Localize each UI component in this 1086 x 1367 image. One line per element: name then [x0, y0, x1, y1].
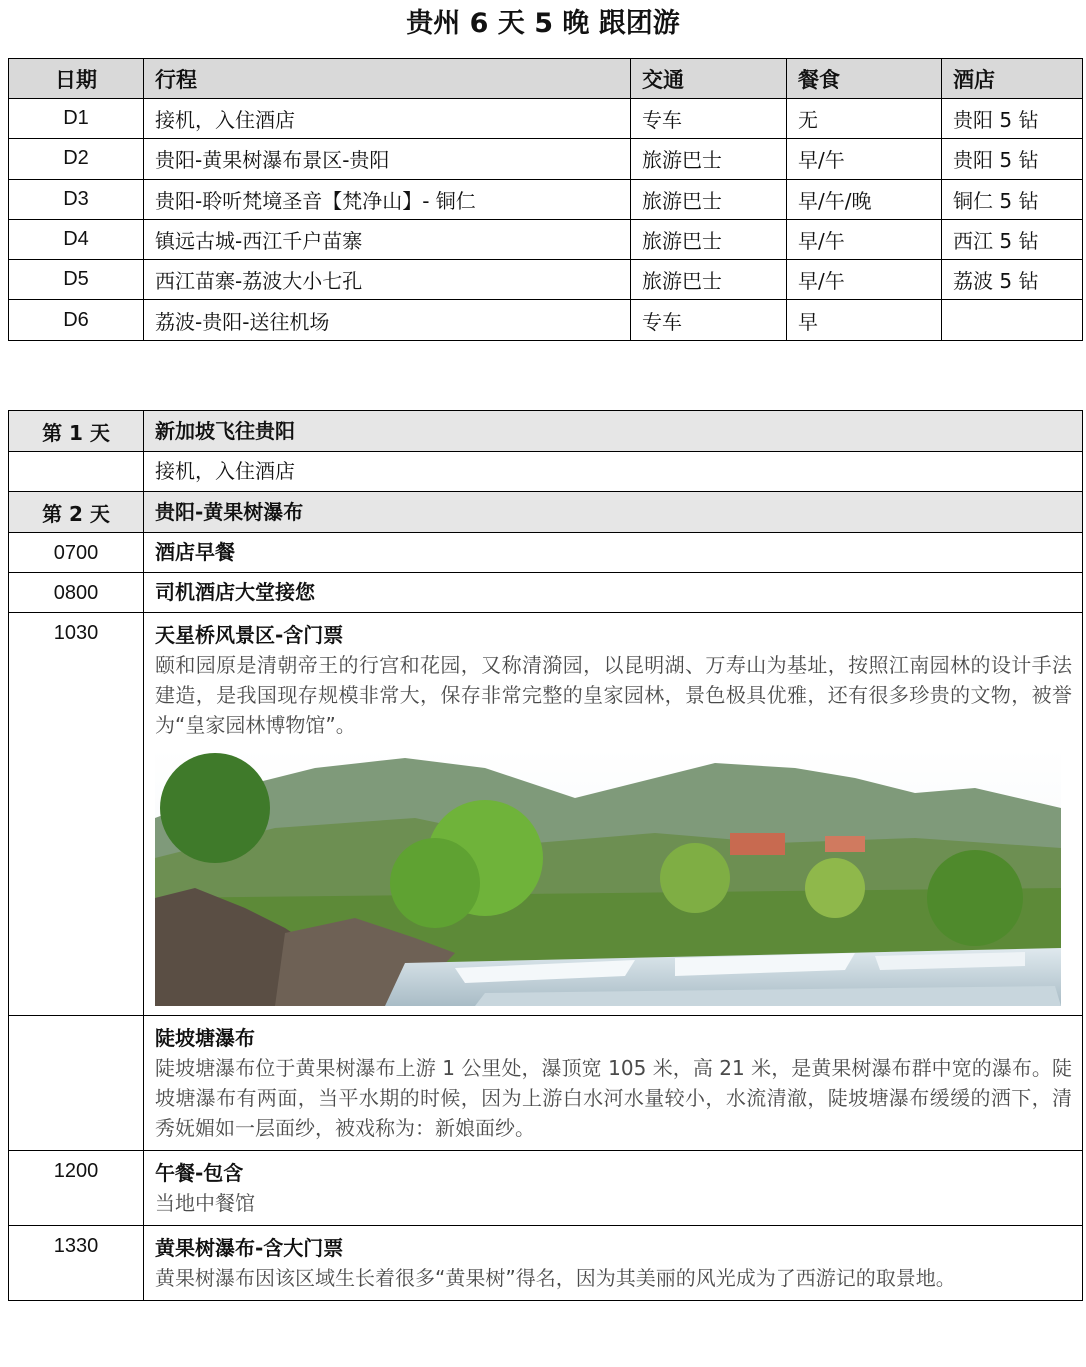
time-cell: 1200 [9, 1151, 144, 1226]
cell-transport: 专车 [631, 300, 787, 340]
page-title: 贵州 6 天 5 晚 跟团游 [406, 8, 680, 39]
cell-route: 贵阳-聆听梵境圣音【梵净山】- 铜仁 [144, 179, 631, 219]
day-label: 第 2 天 [9, 492, 144, 533]
summary-header-row [9, 59, 1083, 99]
table-row [9, 219, 1083, 259]
cell-meals: 早/午 [787, 219, 942, 259]
cell-day: D5 [9, 260, 144, 300]
cell-meals: 早 [787, 300, 942, 340]
header-transport: 交通 [631, 59, 787, 99]
table-row [9, 139, 1083, 179]
table-row [9, 99, 1083, 139]
time-cell: 0700 [9, 533, 144, 573]
day-title: 贵阳-黄果树瀑布 [144, 492, 1083, 533]
cell-day: D6 [9, 300, 144, 340]
table-row [9, 300, 1083, 340]
schedule-item-description: 当地中餐馆 [155, 1191, 255, 1215]
cell-meals: 早/午 [787, 139, 942, 179]
cell-route: 镇远古城-西江千户苗寨 [144, 219, 631, 259]
cell-meals: 无 [787, 99, 942, 139]
cell-route: 西江苗寨-荔波大小七孔 [144, 260, 631, 300]
itinerary-summary-table [8, 58, 1083, 341]
day-header-row [9, 411, 1083, 452]
day-header-row [9, 492, 1083, 533]
cell-day: D1 [9, 99, 144, 139]
waterfall-landscape-photo [155, 748, 1061, 1006]
schedule-item-title: 陡坡塘瀑布 [155, 1026, 255, 1050]
schedule-item-description: 黄果树瀑布因该区域生长着很多“黄果树”得名，因为其美丽的风光成为了西游记的取景地。 [155, 1266, 956, 1290]
schedule-row [9, 1151, 1083, 1226]
itinerary-detail-table [8, 410, 1083, 1301]
cell-day: D3 [9, 179, 144, 219]
cell-day: D4 [9, 219, 144, 259]
day-title: 新加坡飞往贵阳 [144, 411, 1083, 452]
time-cell: 0800 [9, 573, 144, 613]
header-hotel: 酒店 [942, 59, 1083, 99]
schedule-item-description: 陡坡塘瀑布位于黄果树瀑布上游 1 公里处，瀑顶宽 105 米，高 21 米，是黄果树瀑布群中宽的瀑布。陡坡塘瀑布有两面，当平水期的时候，因为上游白水河水量较小，水流清澈，陡坡塘瀑布缓缓的洒下，清秀妩媚如一层面纱，被戏称为：新娘面纱。 [155, 1056, 1072, 1140]
day-label: 第 1 天 [9, 411, 144, 452]
cell-route: 荔波-贵阳-送往机场 [144, 300, 631, 340]
schedule-row [9, 613, 1083, 1016]
cell-hotel [942, 300, 1083, 340]
cell-hotel: 贵阳 5 钻 [942, 99, 1083, 139]
schedule-row [9, 1016, 1083, 1151]
schedule-note: 接机，入住酒店 [144, 452, 1083, 492]
header-meals: 餐食 [787, 59, 942, 99]
time-cell [9, 1016, 144, 1151]
schedule-item-title: 黄果树瀑布-含大门票 [155, 1236, 344, 1260]
cell-transport: 旅游巴士 [631, 139, 787, 179]
time-cell: 1330 [9, 1226, 144, 1301]
cell-meals: 早/午/晚 [787, 179, 942, 219]
schedule-row [9, 533, 1083, 573]
schedule-item-title: 酒店早餐 [155, 540, 235, 564]
schedule-item-description: 颐和园原是清朝帝王的行宫和花园，又称清漪园，以昆明湖、万寿山为基址，按照江南园林的设计手法建造，是我国现存规模非常大，保存非常完整的皇家园林，景色极具优雅，还有很多珍贵的文物，被誉为“皇家园林博物馆”。 [155, 653, 1072, 737]
time-cell: 1030 [9, 613, 144, 1016]
schedule-row [9, 573, 1083, 613]
cell-transport: 专车 [631, 99, 787, 139]
cell-hotel: 荔波 5 钻 [942, 260, 1083, 300]
table-row [9, 260, 1083, 300]
cell-route: 接机，入住酒店 [144, 99, 631, 139]
cell-day: D2 [9, 139, 144, 179]
schedule-row [9, 452, 1083, 492]
table-row [9, 179, 1083, 219]
cell-transport: 旅游巴士 [631, 219, 787, 259]
schedule-item-title: 午餐-包含 [155, 1161, 244, 1185]
cell-hotel: 铜仁 5 钻 [942, 179, 1083, 219]
time-cell [9, 452, 144, 492]
header-date: 日期 [9, 59, 144, 99]
cell-transport: 旅游巴士 [631, 179, 787, 219]
cell-hotel: 西江 5 钻 [942, 219, 1083, 259]
cell-route: 贵阳-黄果树瀑布景区-贵阳 [144, 139, 631, 179]
header-route: 行程 [144, 59, 631, 99]
schedule-row [9, 1226, 1083, 1301]
cell-hotel: 贵阳 5 钻 [942, 139, 1083, 179]
cell-transport: 旅游巴士 [631, 260, 787, 300]
schedule-item-title: 司机酒店大堂接您 [155, 580, 315, 604]
schedule-item-title: 天星桥风景区-含门票 [155, 623, 344, 647]
cell-meals: 早/午 [787, 260, 942, 300]
